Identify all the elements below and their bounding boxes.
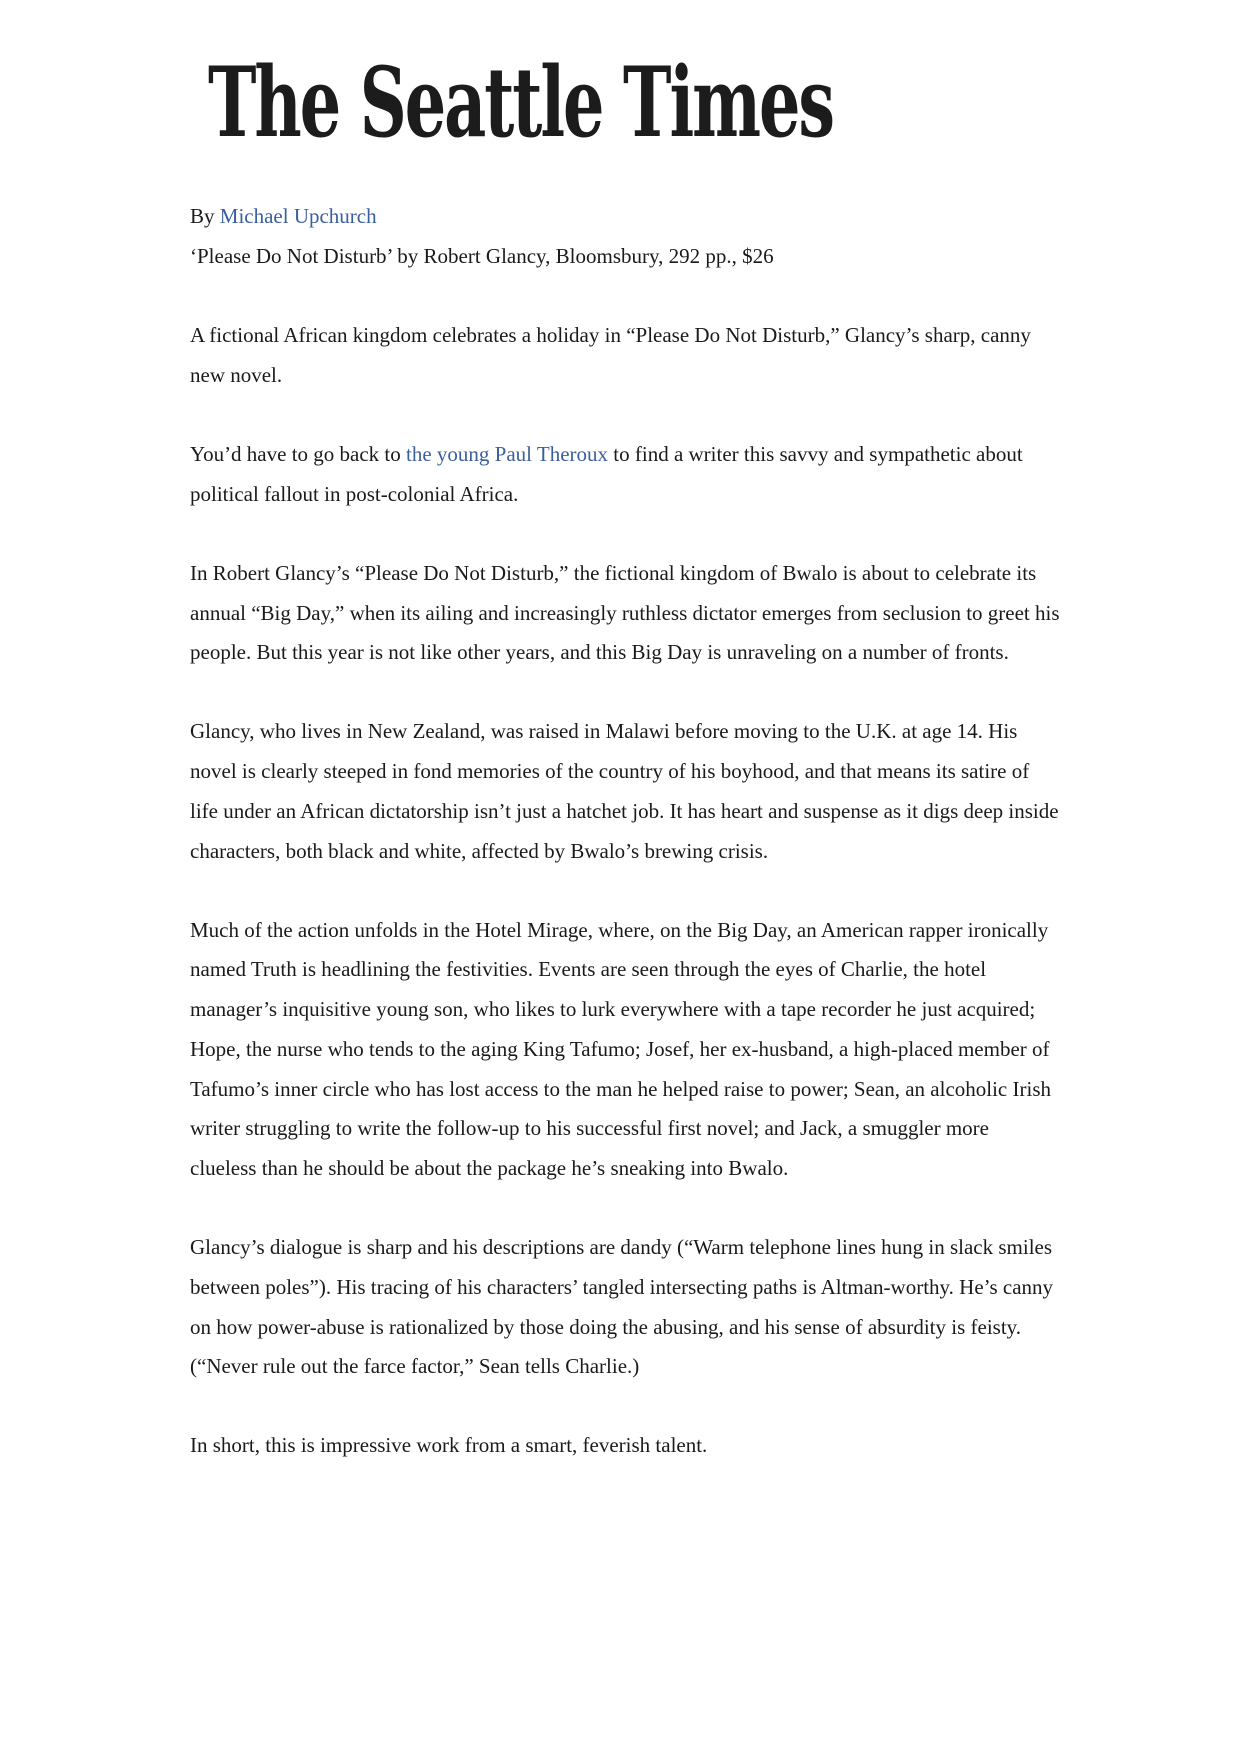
masthead-svg xyxy=(208,46,838,163)
byline-prefix: By xyxy=(190,204,220,228)
paragraph-3: In Robert Glancy’s “Please Do Not Disturb,” the fictional kingdom of Bwalo is about to celebrate its annual “Big Day,” when its ailing and increasingly ruthless dictator emerges from seclusion to greet his people. But this year is not like other years, and this Big Day is unraveling on a number of fronts. xyxy=(190,560,1060,665)
paul-theroux-link[interactable]: the young Paul Theroux xyxy=(406,441,609,466)
paragraph-4: Glancy, who lives in New Zealand, was raised in Malawi before moving to the U.K. at age 14. His novel is clearly steeped in fond memories of the country of his boyhood, and that means its satire of life under an African dictatorship isn’t just a hatchet job. It has heart and suspense as it digs deep inside characters, both black and white, affected by Bwalo’s brewing crisis. xyxy=(190,719,1059,863)
masthead-logo xyxy=(208,46,838,163)
paragraph-2 xyxy=(190,435,1060,514)
article-body xyxy=(190,316,1060,1506)
author-link[interactable]: Michael Upchurch xyxy=(219,204,377,228)
paragraph-2-text-after: to find a writer this savvy and sympathetic about political fallout in post-colonial Africa. xyxy=(190,441,1023,506)
masthead-title: The Seattle Times xyxy=(208,46,833,159)
byline xyxy=(190,196,1060,236)
paragraph-1: A fictional African kingdom celebrates a holiday in “Please Do Not Disturb,” Glancy’s sharp, canny new novel. xyxy=(190,323,1031,387)
byline-block xyxy=(190,196,1060,276)
paragraph-5: Much of the action unfolds in the Hotel Mirage, where, on the Big Day, an American rapper ironically named Truth is headlining the festivities. Events are seen through the eyes of Charlie, the hotel manager’s inquisitive young son, who likes to lurk everywhere with a tape recorder he just acquired; Hope, the nurse who tends to the aging King Tafumo; Josef, her ex-husband, a high-placed member of Tafumo’s inner circle who has lost access to the man he helped raise to power; Sean, an alcoholic Irish writer struggling to write the follow-up to his successful first novel; and Jack, a smuggler more clueless than he should be about the package he’s sneaking into Bwalo. xyxy=(190,917,1051,1180)
paragraph-2-text-before: You’d have to go back to xyxy=(190,441,407,466)
paragraph-7: In short, this is impressive work from a smart, feverish talent. xyxy=(190,1433,708,1458)
book-info: ‘Please Do Not Disturb’ by Robert Glancy, Bloomsbury, 292 pp., $26 xyxy=(190,244,774,268)
paragraph-6: Glancy’s dialogue is sharp and his descriptions are dandy (“Warm telephone lines hung in slack smiles between poles”). His tracing of his characters’ tangled intersecting paths is Altman-worthy. He’s canny on how power-abuse is rationalized by those doing the abusing, and his sense of absurdity is feisty. (“Never rule out the farce factor,” Sean tells Charlie.) xyxy=(190,1235,1054,1379)
